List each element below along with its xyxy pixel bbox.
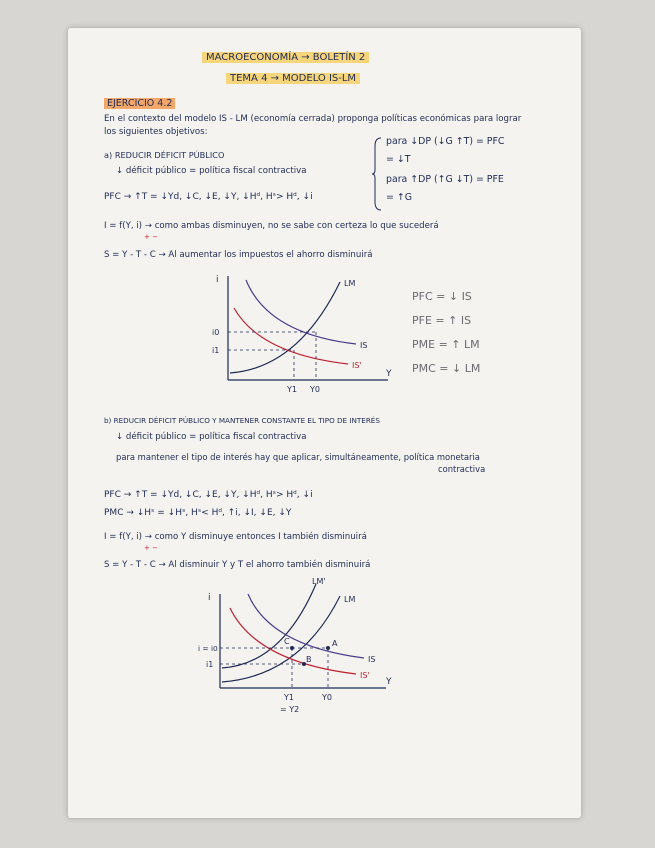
graph-b-y0-label: Y0 bbox=[322, 693, 332, 702]
graph-b-lm2-curve bbox=[222, 584, 316, 668]
part-b-policy: ↓ déficit público = política fiscal contractiva bbox=[116, 432, 307, 442]
part-a-chain: PFC → ↑T = ↓Yd, ↓C, ↓E, ↓Y, ↓Hᵈ, Hˢ> Hᵈ, ↓i bbox=[104, 192, 313, 202]
graph-b bbox=[200, 574, 396, 734]
graph-b-y2-label: = Y2 bbox=[280, 705, 300, 714]
part-b-investment: I = f(Y, i) → como Y disminuye entonces I también disminuirá bbox=[104, 532, 367, 542]
side-notes-brace bbox=[372, 136, 382, 212]
graph-b-is-label: IS bbox=[368, 655, 376, 664]
graph-b-i-eq-label: i = i0 bbox=[198, 644, 218, 653]
summary-pfc: PFC = ↓ IS bbox=[412, 290, 472, 303]
part-b-note-line2: contractiva bbox=[438, 464, 486, 474]
summary-pfe: PFE = ↑ IS bbox=[412, 314, 472, 327]
side-note-line2: = ↓T bbox=[386, 154, 411, 165]
part-b-chain-pfc: PFC → ↑T = ↓Yd, ↓C, ↓E, ↓Y, ↓Hᵈ, Hˢ> Hᵈ, ↓i bbox=[104, 490, 313, 500]
summary-pme: PME = ↑ LM bbox=[412, 338, 480, 351]
page-subtitle: TEMA 4 → MODELO IS-LM bbox=[226, 73, 360, 84]
graph-a-lm-curve bbox=[230, 282, 340, 373]
graph-b-point-c-label: C bbox=[284, 637, 290, 646]
graph-a-i0-label: i0 bbox=[212, 328, 220, 337]
graph-b-lm2-label: LM' bbox=[312, 577, 326, 586]
graph-b-x-label: Y bbox=[386, 677, 392, 687]
part-a-investment: I = f(Y, i) → como ambas disminuyen, no se sabe con certeza lo que sucederá bbox=[104, 221, 439, 231]
graph-b-lm-label: LM bbox=[344, 595, 356, 604]
exercise-intro-line2: los siguientes objetivos: bbox=[104, 127, 208, 137]
exercise-intro-line1: En el contexto del modelo IS - LM (economía cerrada) proponga políticas económicas para lograr bbox=[104, 114, 522, 124]
graph-b-is2-label: IS' bbox=[360, 671, 370, 680]
side-note-line1: para ↓DP (↓G ↑T) = PFC bbox=[386, 136, 505, 147]
graph-b-y1-label: Y1 bbox=[284, 693, 294, 702]
part-a-heading: a) REDUCIR DÉFICIT PÚBLICO bbox=[104, 150, 225, 160]
side-note-line4: = ↑G bbox=[386, 192, 412, 203]
graph-a-y1-label: Y1 bbox=[287, 385, 297, 394]
graph-a-i1-label: i1 bbox=[212, 346, 220, 355]
graph-a-is2-curve bbox=[234, 308, 348, 364]
part-b-signs: + − bbox=[144, 544, 158, 552]
side-note-line3: para ↑DP (↑G ↓T) = PFE bbox=[386, 174, 504, 185]
graph-b-y-label: i bbox=[208, 593, 211, 603]
graph-a-is-label: IS bbox=[360, 341, 368, 350]
graph-a-y-label: i bbox=[216, 275, 219, 285]
part-a-signs: + − bbox=[144, 233, 158, 241]
graph-b-i1-label: i1 bbox=[206, 660, 214, 669]
part-b-note-line1: para mantener el tipo de interés hay que aplicar, simultáneamente, política monetaria bbox=[116, 452, 480, 462]
part-b-heading: b) REDUCIR DÉFICIT PÚBLICO Y MANTENER CONSTANTE EL TIPO DE INTERÉS bbox=[104, 416, 380, 425]
graph-b-point-a-dot bbox=[326, 646, 330, 650]
graph-a-x-label: Y bbox=[386, 369, 392, 379]
graph-b-point-a-label: A bbox=[332, 639, 338, 648]
part-a-policy: ↓ déficit público = política fiscal contractiva bbox=[116, 166, 307, 176]
summary-pmc: PMC = ↓ LM bbox=[412, 362, 481, 375]
part-b-chain-pmc: PMC → ↓Hˢ = ↓Hˢ, Hˢ< Hᵈ, ↑i, ↓I, ↓E, ↓Y bbox=[104, 508, 292, 518]
exercise-label: EJERCICIO 4.2 bbox=[104, 98, 175, 109]
graph-b-point-c-dot bbox=[290, 646, 294, 650]
part-b-saving: S = Y - T - C → Al disminuir Y y T el ahorro también disminuirá bbox=[104, 560, 371, 570]
graph-a-lm-label: LM bbox=[344, 279, 356, 288]
graph-a-is-curve bbox=[246, 280, 356, 344]
graph-a-y0-label: Y0 bbox=[310, 385, 320, 394]
part-a-saving: S = Y - T - C → Al aumentar los impuestos el ahorro disminuirá bbox=[104, 250, 373, 260]
graph-b-point-b-label: B bbox=[306, 655, 312, 664]
graph-a bbox=[208, 268, 398, 398]
notebook-page bbox=[68, 28, 581, 818]
graph-a-is2-label: IS' bbox=[352, 361, 362, 370]
page-title: MACROECONOMÍA → BOLETÍN 2 bbox=[202, 52, 369, 63]
